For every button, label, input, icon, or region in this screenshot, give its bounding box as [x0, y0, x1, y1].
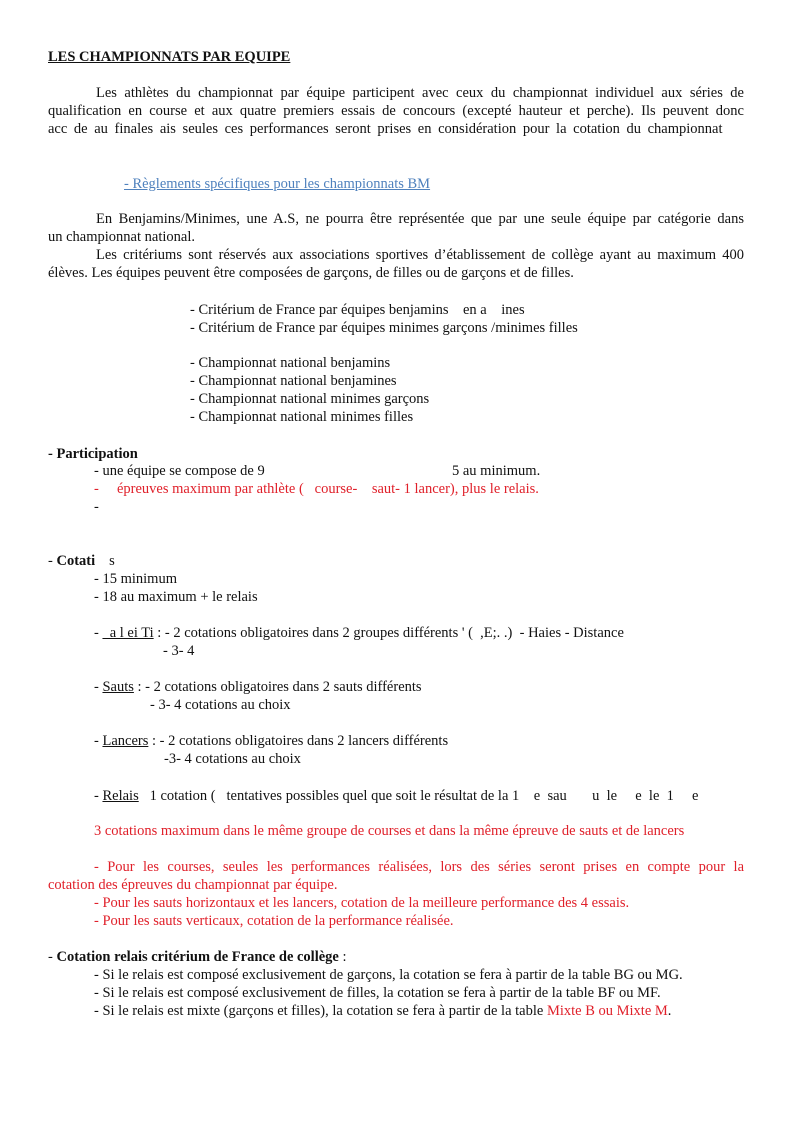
sauts-text: : - 2 cotations obligatoires dans 2 sauts différents	[133, 679, 422, 695]
relais-college-mixte: Mixte B ou Mixte M	[546, 1003, 668, 1019]
note-sauts-verticaux: - Pour les sauts verticaux, cotation de la performance réalisée.	[94, 913, 454, 929]
relais-text: 1 cotation ( tentatives possibles quel que soit le résultat de la 1 e sau u le e le 1 e	[138, 788, 699, 804]
lancers-sub: -3- 4 cotations au choix	[164, 751, 301, 767]
participation-dash: -	[48, 446, 57, 462]
cotations-max: - 18 au maximum + le relais	[94, 589, 258, 605]
courses-text: : - 2 cotations obligatoires dans 2 groupes différents ' ( ,E;. .) - Haies - Distance	[153, 625, 624, 641]
relais-college-line-1: - Si le relais est composé exclusivement de garçons, la cotation se fera à partir de la table BG ou MG.	[94, 967, 683, 983]
courses-sub: - 3- 4	[163, 643, 195, 659]
note-sauts-horizontaux: - Pour les sauts horizontaux et les lancers, cotation de la meilleure performance des 4 essais.	[94, 895, 630, 911]
relais-line	[94, 787, 698, 805]
courses-label: a l ei Ti	[102, 625, 154, 641]
criterium-item: - Critérium de France par équipes benjamins en a ines	[190, 302, 525, 318]
championnat-item: - Championnat national minimes filles	[190, 409, 414, 425]
sauts-label: Sauts	[102, 679, 134, 695]
cotations-min: - 15 minimum	[94, 571, 177, 587]
cotations-heading	[48, 552, 115, 570]
participation-line-1: - une équipe se compose de 9	[94, 463, 265, 479]
cotations-heading-tail: s	[109, 553, 115, 569]
participation-line-3: -	[94, 499, 99, 515]
relais-dash: -	[94, 788, 103, 804]
courses-dash: -	[94, 625, 103, 641]
sauts-line	[94, 678, 422, 696]
bm-rules-link[interactable]: - Règlements spécifiques pour les championnats BM	[124, 176, 431, 192]
lancers-line	[94, 732, 448, 750]
lancers-label: Lancers	[102, 733, 149, 749]
intro-line-3: acc de au finales ais seules ces performances seront prises en considération pour la cotation du championnat	[48, 121, 723, 137]
participation-heading	[48, 445, 138, 463]
championnat-item: - Championnat national benjamines	[190, 373, 397, 389]
intro-line-1: Les athlètes du championnat par équipe participent avec ceux du championnat individuel aux séries de	[96, 85, 744, 101]
relais-college-heading	[48, 948, 347, 966]
championnat-item: - Championnat national minimes garçons	[190, 391, 430, 407]
page-title: LES CHAMPIONNATS PAR EQUIPE	[48, 49, 291, 65]
note-max-groupe: 3 cotations maximum dans le même groupe de courses et dans la même épreuve de sauts et de lancers	[94, 823, 685, 839]
relais-college-dash: -	[48, 949, 57, 965]
note-courses-line-1: - Pour les courses, seules les performances réalisées, lors des séries seront prises en compte pour la	[94, 859, 744, 875]
participation-line-2: - épreuves maximum par athlète ( course- saut- 1 lancer), plus le relais.	[94, 481, 539, 497]
participation-heading-text: Participation	[56, 446, 138, 462]
sauts-sub: - 3- 4 cotations au choix	[150, 697, 291, 713]
relais-college-line-2: - Si le relais est composé exclusivement de filles, la cotation se fera à partir de la table BF ou MF.	[94, 985, 661, 1001]
cotations-dash: -	[48, 553, 57, 569]
lancers-dash: -	[94, 733, 103, 749]
note-courses-line-2: cotation des épreuves du championnat par équipe.	[48, 877, 338, 893]
sauts-dash: -	[94, 679, 103, 695]
relais-label: Relais	[102, 788, 139, 804]
bm-para1-line-2: un championnat national.	[48, 229, 195, 245]
bm-para1-line-1: En Benjamins/Minimes, une A.S, ne pourra être représentée que par une seule équipe par catégorie dans	[96, 211, 744, 227]
championnat-item: - Championnat national benjamins	[190, 355, 391, 371]
intro-line-2: qualification en course et aux quatre premiers essais de concours (excepté hauteur et perche). Ils peuvent donc	[48, 103, 744, 119]
lancers-text: : - 2 cotations obligatoires dans 2 lancers différents	[148, 733, 449, 749]
relais-college-heading-tail: :	[338, 949, 347, 965]
bm-para2-line-1: Les critériums sont réservés aux associations sportives d’établissement de collège ayant au maximum 400	[96, 247, 744, 263]
participation-line-1-end: 5 au minimum.	[452, 463, 541, 479]
relais-college-line-3-text: - Si le relais est mixte (garçons et filles), la cotation se fera à partir de la table	[94, 1003, 547, 1019]
criterium-item: - Critérium de France par équipes minimes garçons /minimes filles	[190, 320, 578, 336]
relais-college-line-3	[94, 1002, 671, 1020]
cotations-heading-text: Cotati	[56, 553, 96, 569]
relais-college-line-3-end: .	[667, 1003, 672, 1019]
bm-para2-line-2: élèves. Les équipes peuvent être composées de garçons, de filles ou de garçons et de filles.	[48, 265, 574, 281]
relais-college-heading-text: Cotation relais critérium de France de collège	[56, 949, 339, 965]
courses-line	[94, 624, 624, 642]
